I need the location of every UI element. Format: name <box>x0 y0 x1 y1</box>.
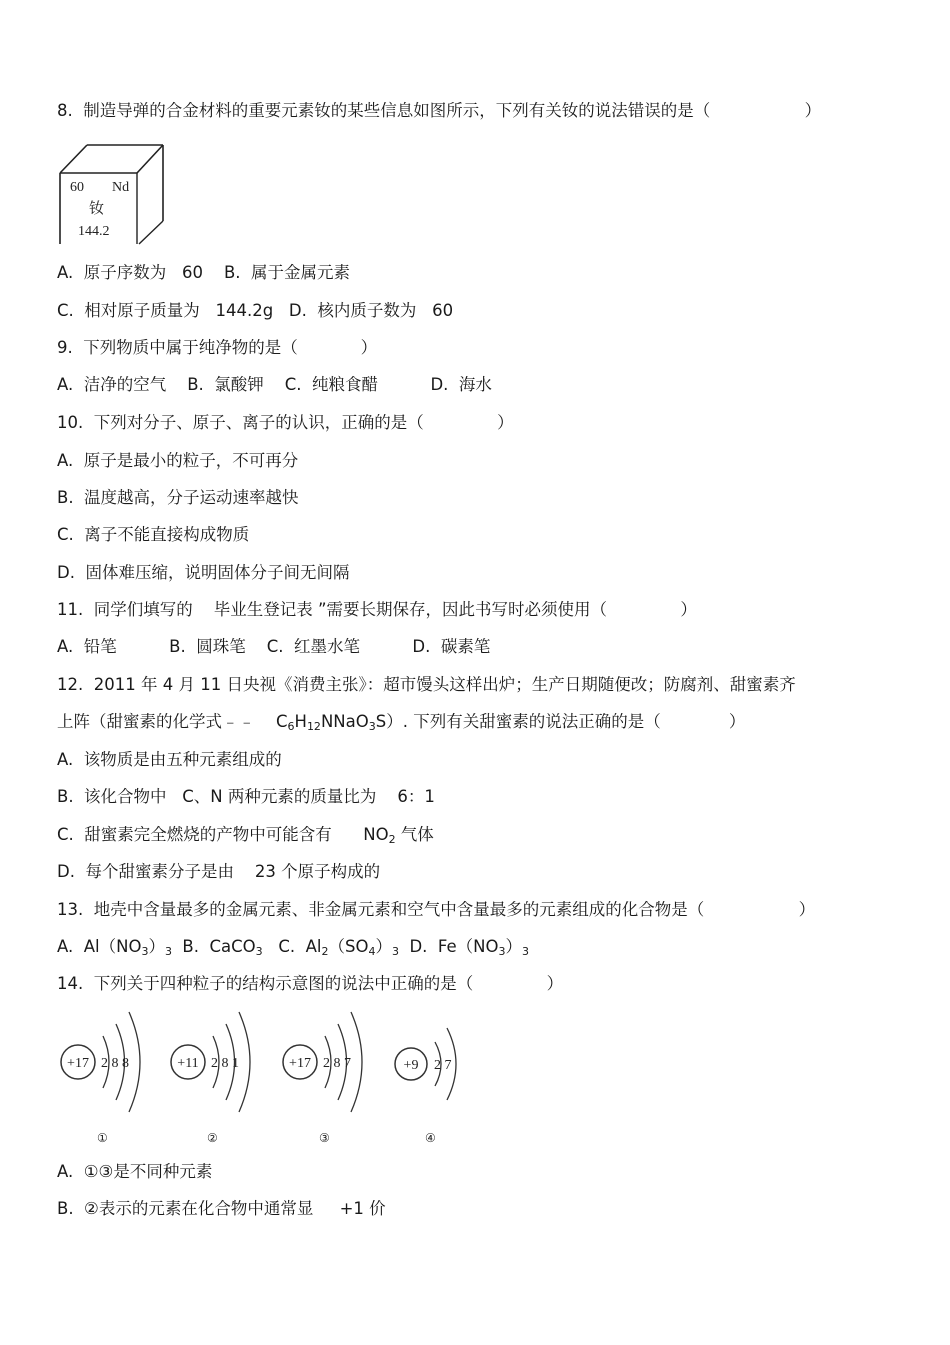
diagram-label: ① <box>97 1131 108 1145</box>
q14-stem: 14. 下列关于四种粒子的结构示意图的说法中正确的是（ ） <box>57 974 564 993</box>
electron-shells: 2 8 8 <box>101 1056 129 1071</box>
nucleus-charge: +17 <box>67 1056 89 1071</box>
q13-stem: 13. 地壳中含量最多的金属元素、非金属元素和空气中含量最多的元素组成的化合物是（ ） <box>57 900 816 919</box>
nucleus-charge: +11 <box>177 1056 199 1071</box>
q12-option-d: D. 每个甜蜜素分子是由 23 个原子构成的 <box>57 862 381 881</box>
element-name: 钕 <box>89 199 105 217</box>
q8-stem: 8. 制造导弹的合金材料的重要元素钕的某些信息如图所示，下列有关钕的说法错误的是（ ） <box>57 101 822 120</box>
element-symbol: Nd <box>112 180 130 195</box>
particle-structure-diagrams <box>57 1008 457 1150</box>
q11-stem: 11. 同学们填写的 毕业生登记表 ”需要长期保存，因此书写时必须使用（ ） <box>57 600 697 619</box>
q10-option-c: C. 离子不能直接构成物质 <box>57 525 250 544</box>
q10-option-a: A. 原子是最小的粒子，不可再分 <box>57 451 299 470</box>
q12-option-a: A. 该物质是由五种元素组成的 <box>57 750 282 769</box>
electron-shells: 2 7 <box>434 1058 452 1073</box>
q14-option-b: B. ②表示的元素在化合物中通常显 +1 价 <box>57 1199 386 1218</box>
diagram-label: ② <box>207 1131 218 1145</box>
q12-option-b: B. 该化合物中 C、N 两种元素的质量比为 6：1 <box>57 787 435 806</box>
atomic-mass: 144.2 <box>78 224 110 239</box>
atom-diagram-3 <box>283 1012 362 1145</box>
q10-stem: 10. 下列对分子、原子、离子的认识，正确的是（ ） <box>57 413 514 432</box>
nucleus-charge: +9 <box>403 1058 419 1073</box>
q8-options-1: A. 原子序数为 60 B. 属于金属元素 <box>57 263 350 282</box>
atom-diagram-4 <box>395 1028 456 1145</box>
element-tile-neodymium <box>57 143 167 247</box>
nucleus-charge: +17 <box>289 1056 311 1071</box>
diagram-label: ③ <box>319 1131 330 1145</box>
q9-stem: 9. 下列物质中属于纯净物的是（ ） <box>57 338 378 357</box>
atomic-number: 60 <box>70 180 84 195</box>
q10-option-d: D. 固体难压缩，说明固体分子间无间隔 <box>57 563 350 582</box>
q9-options: A. 洁净的空气 B. 氯酸钾 C. 纯粮食醋 D. 海水 <box>57 375 492 394</box>
diagram-label: ④ <box>425 1131 436 1145</box>
atom-diagram-1 <box>61 1012 140 1145</box>
sweetener-formula: $C_6H_{12}NNaO_3S$ <box>275 712 387 733</box>
q12-stem-line2: 上阵（甜蜜素的化学式﹣﹣ $C_6H_{12}NNaO_3S$）. 下列有关甜蜜素的说法正确的是（ ） <box>57 712 746 733</box>
q12-stem-line1: 12. 2011 年 4 月 11 日央视《消费主张》：超市馒头这样出炉；生产日期随便改；防腐剂、甜蜜素齐 <box>57 675 796 694</box>
atom-diagram-2 <box>171 1012 250 1145</box>
q13-options: A. $Al(NO_3)_3$ B. CaCO$_3$ C. $Al_2(SO_4)_3$ D. $Fe(NO_3)_3$ <box>57 937 529 958</box>
q14-option-a: A. ①③是不同种元素 <box>57 1162 213 1181</box>
electron-shells: 2 8 7 <box>323 1056 351 1071</box>
q12-option-c: C. 甜蜜素完全燃烧的产物中可能含有 $NO_2$ 气体 <box>57 825 434 846</box>
q11-options: A. 铅笔 B. 圆珠笔 C. 红墨水笔 D. 碳素笔 <box>57 637 491 656</box>
q10-option-b: B. 温度越高，分子运动速率越快 <box>57 488 299 507</box>
q8-options-2: C. 相对原子质量为 144.2g D. 核内质子数为 60 <box>57 301 454 320</box>
electron-shells: 2 8 1 <box>211 1056 239 1071</box>
